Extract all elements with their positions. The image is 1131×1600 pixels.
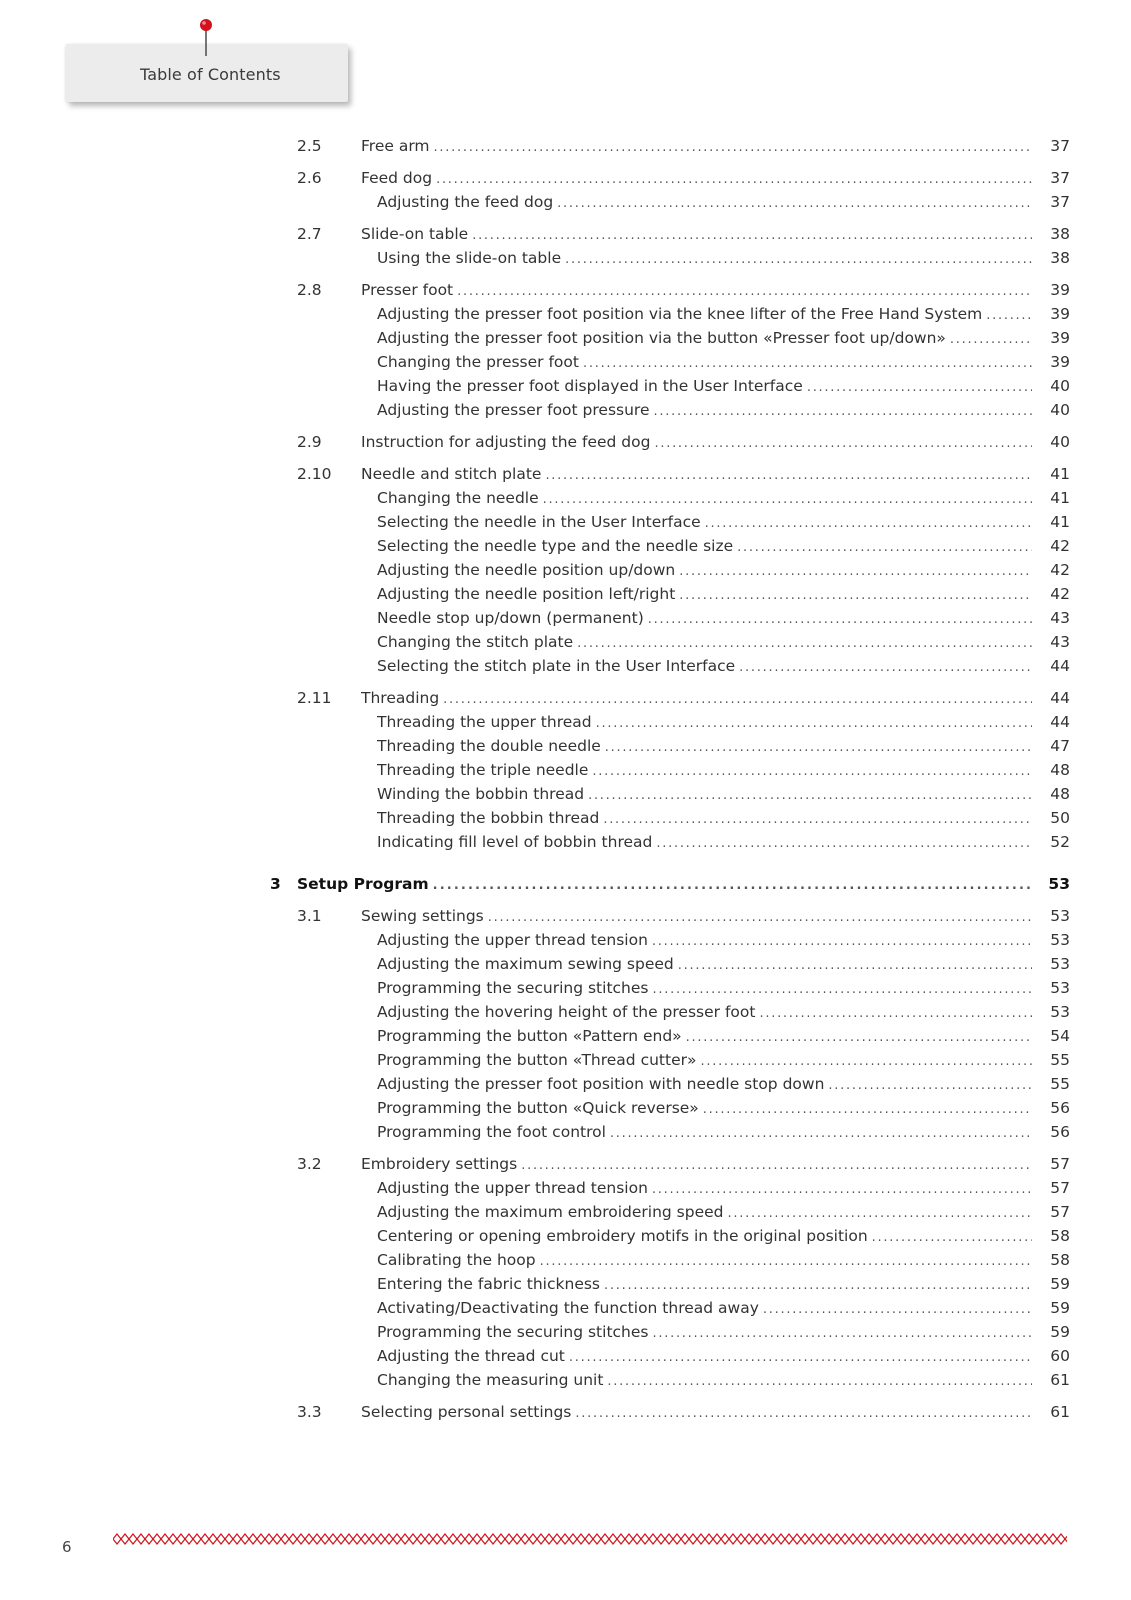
toc-row[interactable] <box>0 534 1131 558</box>
toc-row[interactable] <box>0 1152 1131 1176</box>
toc-title: Selecting the needle in the User Interface <box>377 513 701 531</box>
toc-row[interactable] <box>0 904 1131 928</box>
toc-page-number: 37 <box>1050 137 1070 155</box>
dot-leader <box>583 352 1032 376</box>
toc-title: Activating/Deactivating the function thread away <box>377 1299 759 1317</box>
toc-row[interactable] <box>0 686 1131 710</box>
dot-leader <box>607 1370 1032 1394</box>
toc-row[interactable] <box>0 166 1131 190</box>
toc-title: Adjusting the feed dog <box>377 193 554 211</box>
toc-title: Threading <box>361 689 440 707</box>
toc-row[interactable] <box>0 246 1131 270</box>
toc-row[interactable] <box>0 1248 1131 1272</box>
toc-row[interactable] <box>0 190 1131 214</box>
toc-row[interactable] <box>0 350 1131 374</box>
toc-title: Changing the needle <box>377 489 539 507</box>
toc-page-number: 57 <box>1050 1179 1070 1197</box>
toc-page-number: 44 <box>1050 689 1070 707</box>
dot-leader <box>679 560 1032 584</box>
toc-page-number: 43 <box>1050 609 1070 627</box>
toc-title: Selecting personal settings <box>361 1403 572 1421</box>
toc-title: Programming the securing stitches <box>377 1323 649 1341</box>
toc-page-number: 55 <box>1050 1051 1070 1069</box>
toc-row[interactable] <box>0 976 1131 1000</box>
dot-leader <box>596 712 1032 736</box>
toc-page-number: 50 <box>1050 809 1070 827</box>
dot-leader <box>654 432 1032 456</box>
toc-title: Changing the stitch plate <box>377 633 574 651</box>
toc-row[interactable] <box>0 1272 1131 1296</box>
toc-row[interactable] <box>0 486 1131 510</box>
toc-page-number: 57 <box>1050 1155 1070 1173</box>
dot-leader <box>986 304 1032 328</box>
toc-row[interactable] <box>0 1224 1131 1248</box>
toc-row[interactable] <box>0 710 1131 734</box>
toc-row[interactable] <box>0 1368 1131 1392</box>
toc-title: Changing the presser foot <box>377 353 579 371</box>
toc-page-number: 53 <box>1048 875 1070 893</box>
toc-row[interactable] <box>0 758 1131 782</box>
toc-row[interactable] <box>0 1176 1131 1200</box>
toc-title: Threading the triple needle <box>377 761 589 779</box>
dot-leader <box>679 584 1032 608</box>
toc-row[interactable] <box>0 1096 1131 1120</box>
toc-number: 3 <box>270 875 281 893</box>
dot-leader <box>686 1026 1032 1050</box>
toc-row[interactable] <box>0 1400 1131 1424</box>
toc-page-number: 58 <box>1050 1227 1070 1245</box>
dot-leader <box>739 656 1032 680</box>
toc-row[interactable] <box>0 1048 1131 1072</box>
toc-row[interactable] <box>0 302 1131 326</box>
toc-number: 3.1 <box>297 907 322 925</box>
dot-leader <box>592 760 1032 784</box>
dot-leader <box>457 280 1032 304</box>
toc-row[interactable] <box>0 1200 1131 1224</box>
toc-title: Programming the button «Quick reverse» <box>377 1099 699 1117</box>
toc-title: Feed dog <box>361 169 433 187</box>
dot-leader <box>807 376 1032 400</box>
dot-leader <box>759 1002 1032 1026</box>
dot-leader <box>652 978 1032 1002</box>
dot-leader <box>610 1122 1032 1146</box>
toc-row[interactable] <box>0 1120 1131 1144</box>
toc-page-number: 38 <box>1050 249 1070 267</box>
toc-number: 2.5 <box>297 137 322 155</box>
toc-row[interactable] <box>0 582 1131 606</box>
toc-title: Adjusting the presser foot position with needle stop down <box>377 1075 825 1093</box>
dot-leader <box>763 1298 1032 1322</box>
toc-number: 2.8 <box>297 281 322 299</box>
toc-number: 2.7 <box>297 225 322 243</box>
dot-leader <box>705 512 1032 536</box>
dot-leader <box>472 224 1032 248</box>
toc-page-number: 53 <box>1050 955 1070 973</box>
toc-page-number: 41 <box>1050 465 1070 483</box>
toc-page-number: 39 <box>1050 353 1070 371</box>
toc-title: Needle and stitch plate <box>361 465 542 483</box>
dot-leader <box>545 464 1032 488</box>
toc-page-number: 41 <box>1050 513 1070 531</box>
toc-page-number: 48 <box>1050 761 1070 779</box>
toc-row[interactable] <box>0 806 1131 830</box>
toc-row[interactable] <box>0 558 1131 582</box>
dot-leader <box>569 1346 1032 1370</box>
toc-page-number: 37 <box>1050 193 1070 211</box>
dot-leader <box>588 784 1032 808</box>
toc-number: 2.6 <box>297 169 322 187</box>
dot-leader <box>652 1322 1032 1346</box>
toc-title: Adjusting the needle position up/down <box>377 561 676 579</box>
toc-title: Indicating fill level of bobbin thread <box>377 833 653 851</box>
toc-title: Entering the fabric thickness <box>377 1275 601 1293</box>
dot-leader <box>577 632 1032 656</box>
toc-title: Calibrating the hoop <box>377 1251 536 1269</box>
toc-page-number: 61 <box>1050 1403 1070 1421</box>
toc-row[interactable] <box>0 510 1131 534</box>
toc-page-number: 59 <box>1050 1299 1070 1317</box>
toc-title: Free arm <box>361 137 430 155</box>
toc-title: Selecting the needle type and the needle size <box>377 537 734 555</box>
dot-leader <box>543 488 1032 512</box>
dot-leader <box>703 1098 1032 1122</box>
toc-number: 2.10 <box>297 465 332 483</box>
dot-leader <box>728 1202 1032 1226</box>
toc-title: Programming the button «Thread cutter» <box>377 1051 697 1069</box>
toc-page-number: 60 <box>1050 1347 1070 1365</box>
dot-leader <box>433 874 1032 898</box>
toc-chapter-row[interactable] <box>0 872 1131 896</box>
toc-page-number: 48 <box>1050 785 1070 803</box>
toc-page-number: 53 <box>1050 1003 1070 1021</box>
toc-title: Using the slide-on table <box>377 249 562 267</box>
toc-title: Programming the securing stitches <box>377 979 649 997</box>
toc-row[interactable] <box>0 374 1131 398</box>
dot-leader <box>605 736 1032 760</box>
toc-row[interactable] <box>0 1000 1131 1024</box>
toc-page-number: 42 <box>1050 537 1070 555</box>
toc-title: Adjusting the presser foot position via the knee lifter of the Free Hand System <box>377 305 983 323</box>
toc-page-number: 43 <box>1050 633 1070 651</box>
dot-leader <box>656 832 1032 856</box>
toc-title: Threading the bobbin thread <box>377 809 600 827</box>
toc-row[interactable] <box>0 952 1131 976</box>
dot-leader <box>872 1226 1032 1250</box>
dot-leader <box>557 192 1032 216</box>
toc-title: Needle stop up/down (permanent) <box>377 609 644 627</box>
dot-leader <box>653 400 1032 424</box>
toc-page-number: 55 <box>1050 1075 1070 1093</box>
dot-leader <box>540 1250 1032 1274</box>
dot-leader <box>652 1178 1032 1202</box>
toc-row[interactable] <box>0 734 1131 758</box>
toc-page-number: 57 <box>1050 1203 1070 1221</box>
toc-row[interactable] <box>0 928 1131 952</box>
toc-page-number: 59 <box>1050 1323 1070 1341</box>
dot-leader <box>700 1050 1032 1074</box>
toc-page-number: 53 <box>1050 907 1070 925</box>
toc-title: Centering or opening embroidery motifs in the original position <box>377 1227 868 1245</box>
toc-page-number: 40 <box>1050 401 1070 419</box>
toc-title: Adjusting the hovering height of the presser foot <box>377 1003 756 1021</box>
toc-title: Setup Program <box>297 875 429 893</box>
toc-row[interactable] <box>0 1296 1131 1320</box>
toc-row[interactable] <box>0 278 1131 302</box>
toc-page-number: 37 <box>1050 169 1070 187</box>
dot-leader <box>678 954 1032 978</box>
toc-title: Adjusting the needle position left/right <box>377 585 676 603</box>
toc-page-number: 39 <box>1050 329 1070 347</box>
toc-row[interactable] <box>0 830 1131 854</box>
toc-title: Embroidery settings <box>361 1155 518 1173</box>
dot-leader <box>828 1074 1032 1098</box>
toc-page-number: 44 <box>1050 713 1070 731</box>
toc-title: Instruction for adjusting the feed dog <box>361 433 651 451</box>
toc-number: 2.9 <box>297 433 322 451</box>
toc-page-number: 38 <box>1050 225 1070 243</box>
pushpin-icon <box>194 16 218 58</box>
dot-leader <box>565 248 1032 272</box>
toc-row[interactable] <box>0 326 1131 350</box>
toc-row[interactable] <box>0 430 1131 454</box>
toc-title: Presser foot <box>361 281 454 299</box>
toc-title: Threading the double needle <box>377 737 601 755</box>
toc-title: Adjusting the upper thread tension <box>377 931 648 949</box>
toc-title: Having the presser foot displayed in the User Interface <box>377 377 803 395</box>
page-title: Table of Contents <box>140 65 281 84</box>
toc-title: Adjusting the maximum sewing speed <box>377 955 674 973</box>
toc-title: Winding the bobbin thread <box>377 785 585 803</box>
toc-page-number: 39 <box>1050 305 1070 323</box>
toc-title: Adjusting the upper thread tension <box>377 1179 648 1197</box>
toc-page-number: 53 <box>1050 979 1070 997</box>
dot-leader <box>604 1274 1032 1298</box>
toc-row[interactable] <box>0 1344 1131 1368</box>
toc-row[interactable] <box>0 462 1131 486</box>
toc-page-number: 56 <box>1050 1099 1070 1117</box>
dot-leader <box>488 906 1032 930</box>
toc-title: Slide-on table <box>361 225 469 243</box>
toc-row[interactable] <box>0 134 1131 158</box>
dot-leader <box>950 328 1032 352</box>
toc-page-number: 47 <box>1050 737 1070 755</box>
toc-row[interactable] <box>0 222 1131 246</box>
page-number: 6 <box>62 1538 72 1556</box>
toc-row[interactable] <box>0 398 1131 422</box>
dot-leader <box>648 608 1032 632</box>
dot-leader <box>443 688 1032 712</box>
toc-number: 2.11 <box>297 689 332 707</box>
toc-title: Programming the foot control <box>377 1123 606 1141</box>
dot-leader <box>652 930 1032 954</box>
toc-page-number: 40 <box>1050 433 1070 451</box>
toc-page-number: 56 <box>1050 1123 1070 1141</box>
toc-row[interactable] <box>0 1024 1131 1048</box>
toc-row[interactable] <box>0 606 1131 630</box>
toc-page-number: 44 <box>1050 657 1070 675</box>
toc-page-number: 58 <box>1050 1251 1070 1269</box>
toc-title: Programming the button «Pattern end» <box>377 1027 682 1045</box>
toc-page-number: 42 <box>1050 585 1070 603</box>
dot-leader <box>603 808 1032 832</box>
dot-leader <box>436 168 1032 192</box>
dot-leader <box>434 136 1032 160</box>
decorative-stitch-line <box>113 1532 1067 1546</box>
toc-page-number: 42 <box>1050 561 1070 579</box>
dot-leader <box>575 1402 1032 1426</box>
toc-row[interactable] <box>0 782 1131 806</box>
toc-title: Adjusting the presser foot position via the button «Presser foot up/down» <box>377 329 946 347</box>
dot-leader <box>737 536 1032 560</box>
toc-title: Selecting the stitch plate in the User Interface <box>377 657 736 675</box>
toc-number: 3.3 <box>297 1403 322 1421</box>
toc-row[interactable] <box>0 1072 1131 1096</box>
toc-title: Threading the upper thread <box>377 713 592 731</box>
toc-page-number: 41 <box>1050 489 1070 507</box>
dot-leader <box>521 1154 1032 1178</box>
toc-row[interactable] <box>0 1320 1131 1344</box>
toc-page-number: 53 <box>1050 931 1070 949</box>
toc-page-number: 39 <box>1050 281 1070 299</box>
toc-row[interactable] <box>0 654 1131 678</box>
toc-page-number: 61 <box>1050 1371 1070 1389</box>
toc-title: Adjusting the thread cut <box>377 1347 565 1365</box>
toc-number: 3.2 <box>297 1155 322 1173</box>
toc-page-number: 40 <box>1050 377 1070 395</box>
toc-page-number: 54 <box>1050 1027 1070 1045</box>
toc-page-number: 52 <box>1050 833 1070 851</box>
toc-page-number: 59 <box>1050 1275 1070 1293</box>
toc-title: Adjusting the presser foot pressure <box>377 401 650 419</box>
toc-title: Adjusting the maximum embroidering speed <box>377 1203 724 1221</box>
toc-title: Sewing settings <box>361 907 484 925</box>
toc-title: Changing the measuring unit <box>377 1371 604 1389</box>
toc-row[interactable] <box>0 630 1131 654</box>
